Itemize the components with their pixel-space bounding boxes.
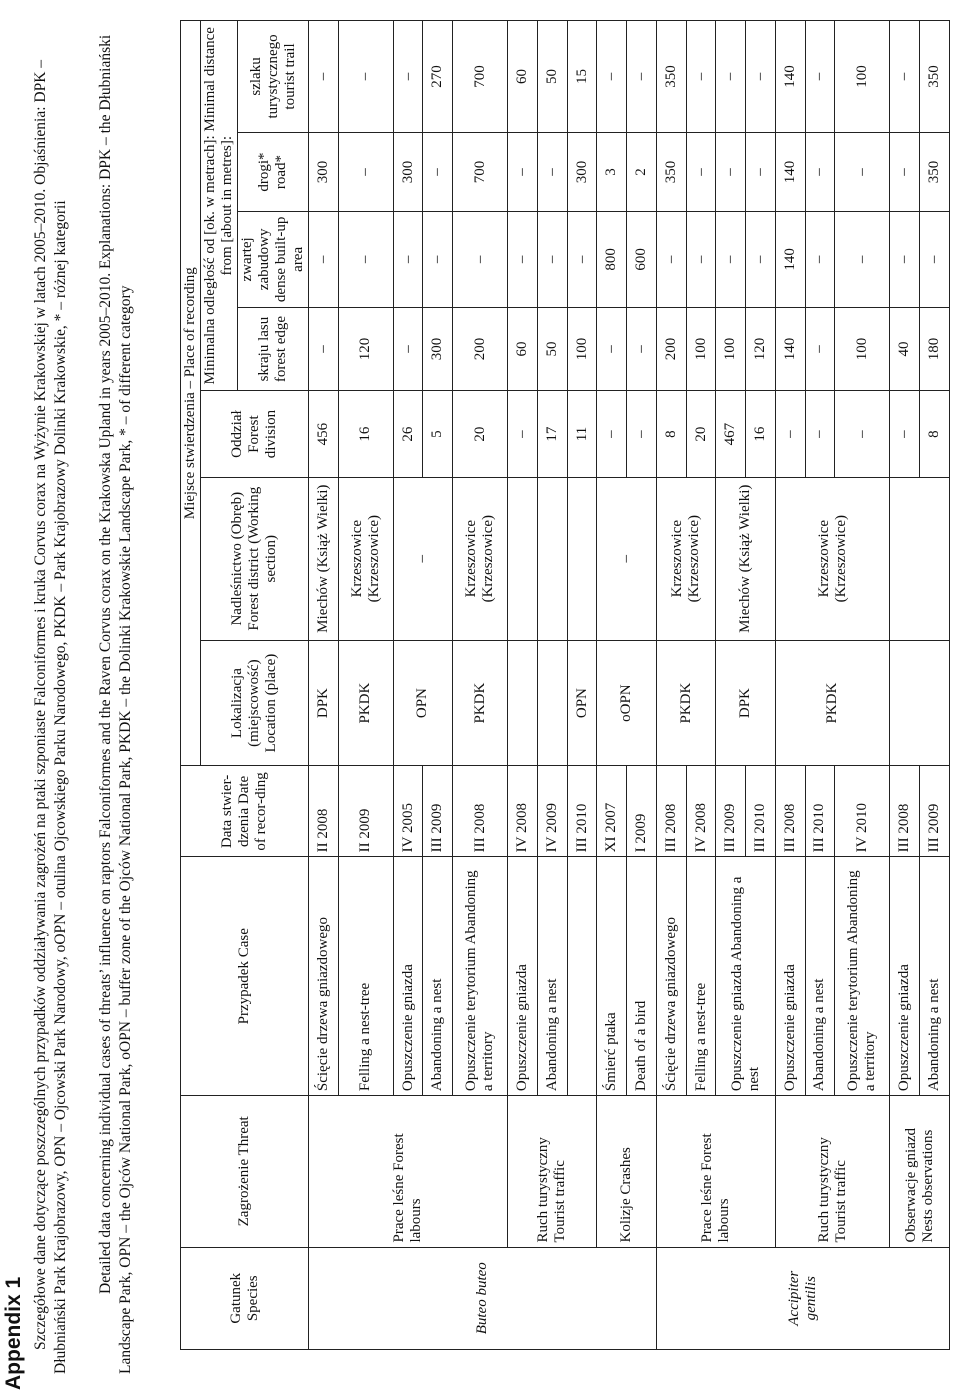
trail-cell: 15 (567, 21, 597, 133)
built-cell: – (746, 212, 776, 308)
col-header-forest-edge: skraju lasu forest edge (238, 307, 309, 391)
district-cell (508, 477, 538, 640)
trail-cell: – (627, 21, 657, 133)
threats-table (180, 20, 950, 1350)
location-cell (537, 640, 567, 766)
case-cell: Opuszczenie gniazda (508, 857, 538, 1096)
road-cell: 350 (656, 132, 686, 211)
trail-cell: 100 (835, 21, 890, 133)
threat-cell: Kolizje Crashes (597, 1096, 656, 1247)
date-cell: I 2009 (627, 766, 657, 857)
species-cell: Buteo buteo (309, 1247, 657, 1349)
location-cell (890, 640, 950, 766)
road-cell: – (508, 132, 538, 211)
edge-cell: 50 (537, 307, 567, 391)
trail-cell: 270 (423, 21, 453, 133)
col-header-species: Gatunek Species (181, 1247, 309, 1349)
trail-cell: – (597, 21, 627, 133)
caption-english: Detailed data concerning individual cases of threats’ influence on raptors Falconiformes and the Raven Corvus corax on the Krakowska Upland in years 2005–2010. Explanations: DPK – the Dłubniański Landscape Park, OPN – the Ojców National Park, oOPN – buffer zone of the Ojców National Park, PKDK – the Dolinki Krakowskie Landscape Park, * – of different category (97, 34, 134, 1374)
location-cell: PKDK (656, 640, 715, 766)
built-cell: – (835, 212, 890, 308)
division-cell: – (835, 391, 890, 477)
district-cell: Krzeszowice (Krzeszowice) (656, 477, 715, 640)
col-header-case: Przypadek Case (181, 857, 309, 1096)
case-cell: Ścięcie drzewa gniazdowego (656, 857, 686, 1096)
built-cell: 600 (627, 212, 657, 308)
location-cell: OPN (393, 640, 452, 766)
location-cell (508, 640, 538, 766)
case-cell: Opuszczenie gniazda Abandoning a nest (716, 857, 775, 1096)
case-cell: Opuszczenie terytorium Abandoning a territory (453, 857, 508, 1096)
case-cell: Opuszczenie gniazda (393, 857, 423, 1096)
table-row (775, 21, 805, 1350)
edge-cell: 100 (835, 307, 890, 391)
location-cell: PKDK (775, 640, 889, 766)
district-cell (537, 477, 567, 640)
date-cell: IV 2005 (393, 766, 423, 857)
road-cell: – (835, 132, 890, 211)
case-cell: Abandoning a nest (805, 857, 835, 1096)
division-cell: 17 (537, 391, 567, 477)
date-cell: II 2008 (309, 766, 339, 857)
col-header-forest-district: Nadleśnictwo (Obręb) Forest district (Working section) (201, 477, 309, 640)
road-cell: 700 (453, 132, 508, 211)
location-cell: DPK (309, 640, 339, 766)
road-cell: – (890, 132, 920, 211)
edge-cell: 100 (686, 307, 716, 391)
built-cell: 800 (597, 212, 627, 308)
case-cell: Abandoning a nest (537, 857, 567, 1096)
col-header-road: drogi* road* (238, 132, 309, 211)
appendix-title: Appendix 1 (2, 1276, 25, 1390)
edge-cell: 120 (746, 307, 776, 391)
case-cell: Opuszczenie gniazda (775, 857, 805, 1096)
edge-cell: – (597, 307, 627, 391)
threat-cell: Prace leśne Forest labours (309, 1096, 508, 1247)
col-header-place-group: Miejsce stwierdzenia – Place of recording (181, 21, 201, 767)
location-cell: PKDK (338, 640, 393, 766)
built-cell: – (805, 212, 835, 308)
table-row (309, 21, 339, 1350)
district-cell: – (597, 477, 656, 640)
date-cell: III 2010 (746, 766, 776, 857)
built-cell: 140 (775, 212, 805, 308)
road-cell: – (746, 132, 776, 211)
case-cell: Felling a nest-tree (338, 857, 393, 1096)
built-cell: – (567, 212, 597, 308)
division-cell: – (597, 391, 627, 477)
built-cell: – (309, 212, 339, 308)
threat-cell: Obserwacje gniazd Nests observations (890, 1096, 950, 1247)
date-cell: IV 2009 (537, 766, 567, 857)
case-cell: Opuszczenie terytorium Abandoning a territory (835, 857, 890, 1096)
table-row (656, 21, 686, 1350)
location-cell: OPN (567, 640, 597, 766)
case-cell: Abandoning a nest (920, 857, 950, 1096)
col-header-threat: Zagrożenie Threat (181, 1096, 309, 1247)
trail-cell: – (890, 21, 920, 133)
division-cell: 26 (393, 391, 423, 477)
edge-cell: 200 (656, 307, 686, 391)
division-cell: 11 (567, 391, 597, 477)
species-cell: Accipiter gentilis (656, 1247, 949, 1349)
case-cell: Death of a bird (627, 857, 657, 1096)
division-cell: 16 (338, 391, 393, 477)
location-cell: oOPN (597, 640, 656, 766)
table-row (890, 21, 920, 1350)
trail-cell: – (309, 21, 339, 133)
trail-cell: – (338, 21, 393, 133)
trail-cell: – (393, 21, 423, 133)
division-cell: – (805, 391, 835, 477)
built-cell: – (716, 212, 746, 308)
threat-cell: Ruch turystyczny Tourist traffic (508, 1096, 597, 1247)
edge-cell: – (393, 307, 423, 391)
date-cell: III 2009 (423, 766, 453, 857)
road-cell: – (716, 132, 746, 211)
road-cell: 300 (393, 132, 423, 211)
district-cell: Miechów (Książ Wielki) (309, 477, 339, 640)
location-cell: PKDK (453, 640, 508, 766)
built-cell: – (656, 212, 686, 308)
edge-cell: 140 (775, 307, 805, 391)
trail-cell: – (716, 21, 746, 133)
location-cell: DPK (716, 640, 775, 766)
case-cell: Abandoning a nest (423, 857, 453, 1096)
trail-cell: 60 (508, 21, 538, 133)
trail-cell: 700 (453, 21, 508, 133)
trail-cell: – (805, 21, 835, 133)
table-row (508, 21, 538, 1350)
date-cell: III 2009 (920, 766, 950, 857)
col-header-date: Data stwier-dzenia Date of recor-ding (181, 766, 309, 857)
table-row (597, 21, 627, 1350)
built-cell: – (508, 212, 538, 308)
date-cell: III 2009 (716, 766, 746, 857)
road-cell: – (423, 132, 453, 211)
built-cell: – (537, 212, 567, 308)
road-cell: – (805, 132, 835, 211)
edge-cell: – (627, 307, 657, 391)
date-cell: III 2010 (805, 766, 835, 857)
col-header-division: Oddział Forest division (201, 391, 309, 477)
date-cell: IV 2008 (508, 766, 538, 857)
trail-cell: 350 (920, 21, 950, 133)
road-cell: 350 (920, 132, 950, 211)
edge-cell: 60 (508, 307, 538, 391)
division-cell: 456 (309, 391, 339, 477)
built-cell: – (338, 212, 393, 308)
date-cell: IV 2010 (835, 766, 890, 857)
road-cell: – (338, 132, 393, 211)
edge-cell: 200 (453, 307, 508, 391)
road-cell: 2 (627, 132, 657, 211)
district-cell: Krzeszowice (Krzeszowice) (775, 477, 889, 640)
division-cell: 467 (716, 391, 746, 477)
built-cell: – (890, 212, 920, 308)
division-cell: 8 (920, 391, 950, 477)
edge-cell: 100 (567, 307, 597, 391)
district-cell (567, 477, 597, 640)
col-header-trail: szlaku turystycznego tourist trail (238, 21, 309, 133)
case-cell: Ścięcie drzewa gniazdowego (309, 857, 339, 1096)
trail-cell: – (746, 21, 776, 133)
road-cell: – (686, 132, 716, 211)
edge-cell: – (805, 307, 835, 391)
built-cell: – (920, 212, 950, 308)
road-cell: – (537, 132, 567, 211)
division-cell: 16 (746, 391, 776, 477)
date-cell: III 2010 (567, 766, 597, 857)
trail-cell: 50 (537, 21, 567, 133)
date-cell: XI 2007 (597, 766, 627, 857)
date-cell: III 2008 (656, 766, 686, 857)
edge-cell: 120 (338, 307, 393, 391)
case-cell: Opuszczenie gniazda (890, 857, 920, 1096)
division-cell: 20 (453, 391, 508, 477)
case-cell (567, 857, 597, 1096)
division-cell: 5 (423, 391, 453, 477)
col-header-location: Lokalizacja (miejscowość) Location (place) (201, 640, 309, 766)
col-header-distance-group: Minimalna odległość od [ok. w metrach]: Minimal distance from [about in metres]: (201, 21, 238, 391)
header-row-1 (181, 21, 201, 1350)
division-cell: – (508, 391, 538, 477)
col-header-built-up: zwartej zabudowy dense built-up area (238, 212, 309, 308)
edge-cell: – (309, 307, 339, 391)
built-cell: – (423, 212, 453, 308)
date-cell: III 2008 (453, 766, 508, 857)
district-cell (890, 477, 950, 640)
trail-cell: – (686, 21, 716, 133)
case-cell: Felling a nest-tree (686, 857, 716, 1096)
built-cell: – (393, 212, 423, 308)
road-cell: 140 (775, 132, 805, 211)
case-cell: Śmierć ptaka (597, 857, 627, 1096)
road-cell: 300 (567, 132, 597, 211)
built-cell: – (686, 212, 716, 308)
district-cell: Krzeszowice (Krzeszowice) (338, 477, 393, 640)
division-cell: – (775, 391, 805, 477)
road-cell: 300 (309, 132, 339, 211)
caption-polish: Szczegółowe dane dotyczące poszczególnych przypadków oddziaływania zagrożeń na ptaki szponiaste Falconiformes i kruka Corvus corax na Wyżynie Krakowskiej w latach 2005–2010. Objaśnienia: DPK – Dłubniański Park Krajobrazowy, OPN – Ojcowski Park Narodowy, oOPN – otulina Ojcowskiego Parku Narodowego, PKDK – Park Krajobrazowy Dolinki Krakowskie, * – różnej kategorii (32, 59, 69, 1374)
threat-cell: Ruch turystyczny Tourist traffic (775, 1096, 889, 1247)
date-cell: IV 2008 (686, 766, 716, 857)
edge-cell: 180 (920, 307, 950, 391)
date-cell: III 2008 (890, 766, 920, 857)
road-cell: 3 (597, 132, 627, 211)
district-cell: Krzeszowice (Krzeszowice) (453, 477, 508, 640)
division-cell: – (890, 391, 920, 477)
edge-cell: 100 (716, 307, 746, 391)
district-cell: Miechów (Książ Wielki) (716, 477, 775, 640)
division-cell: – (627, 391, 657, 477)
date-cell: III 2008 (775, 766, 805, 857)
built-cell: – (453, 212, 508, 308)
date-cell: II 2009 (338, 766, 393, 857)
trail-cell: 350 (656, 21, 686, 133)
trail-cell: 140 (775, 21, 805, 133)
edge-cell: 40 (890, 307, 920, 391)
district-cell: – (393, 477, 452, 640)
edge-cell: 300 (423, 307, 453, 391)
division-cell: 8 (656, 391, 686, 477)
division-cell: 20 (686, 391, 716, 477)
threat-cell: Prace leśne Forest labours (656, 1096, 775, 1247)
